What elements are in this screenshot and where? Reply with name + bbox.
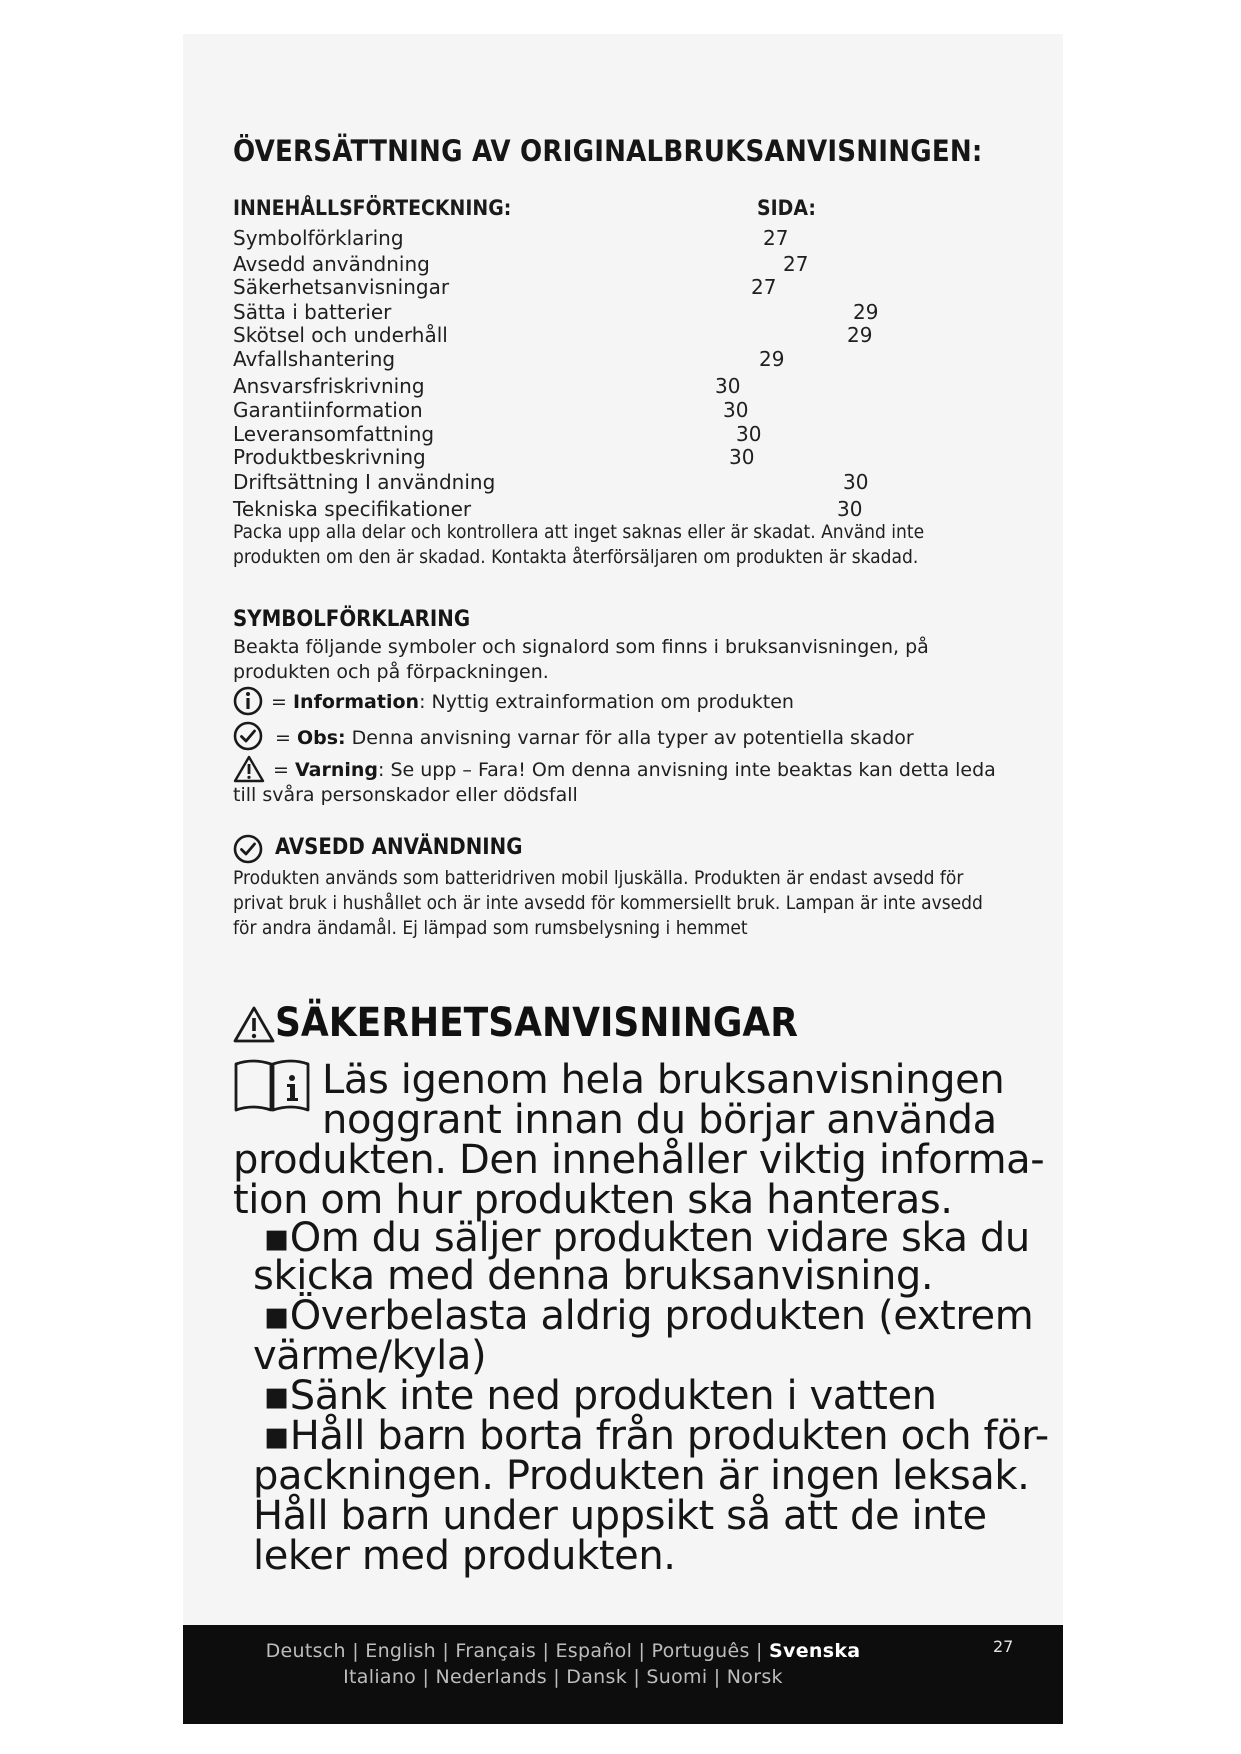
page-number: 27 (993, 1637, 1014, 1656)
language-row-2 (183, 1665, 943, 1689)
toc-item-page: 30 (843, 470, 869, 494)
language-separator: | (436, 1640, 456, 1662)
symbol-warning-row (273, 758, 996, 783)
toc-item-label: Avfallshantering (233, 347, 396, 371)
toc-item-page: 30 (723, 398, 749, 422)
language-english[interactable]: English (365, 1640, 436, 1662)
language-separator: | (707, 1666, 727, 1688)
safety-bullet-children-cont: leker med produkten. (253, 1533, 676, 1579)
safety-heading: SÄKERHETSANVISNINGAR (275, 1000, 798, 1046)
language-portugues[interactable]: Português (651, 1640, 750, 1662)
symbol-warning-continued: till svåra personskador eller dödsfall (233, 784, 578, 806)
toc-item-page: 30 (837, 497, 863, 521)
symbol-description: Denna anvisning varnar för alla typer av potentiella skador (345, 727, 914, 749)
warning-triangle-icon (233, 1006, 275, 1044)
symbol-obs-row (275, 726, 914, 751)
language-espanol[interactable]: Español (555, 1640, 633, 1662)
check-circle-icon (233, 721, 263, 751)
toc-item-label: Produktbeskrivning (233, 445, 426, 469)
safety-bullet-children-cont: packningen. Produkten är ingen leksak. (253, 1453, 1030, 1499)
toc-item-label: Leveransomfattning (233, 422, 435, 446)
info-circle-icon (233, 686, 263, 716)
symbol-term-information: Information (292, 691, 420, 713)
toc-item-label: Driftsättning I användning (233, 470, 496, 494)
symbol-description: : Nyttig extrainformation om produkten (419, 691, 794, 713)
language-norsk[interactable]: Norsk (726, 1666, 783, 1688)
safety-read-line: produkten. Den innehåller viktig informa- (233, 1137, 1045, 1183)
language-separator: | (416, 1666, 436, 1688)
document-title: ÖVERSÄTTNING AV ORIGINALBRUKSANVISNINGEN: (233, 134, 983, 168)
toc-item-page: 30 (729, 445, 755, 469)
symbol-equals: = (273, 759, 295, 781)
language-separator: | (632, 1640, 652, 1662)
toc-item-label: Skötsel och underhåll (233, 323, 448, 347)
symbol-equals: = (275, 727, 297, 749)
toc-item-page: 30 (736, 422, 762, 446)
toc-item-label: Symbolförklaring (233, 226, 404, 250)
language-separator: | (546, 1666, 567, 1688)
toc-item-label: Ansvarsfriskrivning (233, 374, 425, 398)
symbol-info-row (271, 690, 794, 715)
safety-read-line: Läs igenom hela bruksanvisningen (322, 1057, 1005, 1103)
toc-page-header: SIDA: (757, 196, 816, 220)
language-nederlands[interactable]: Nederlands (435, 1666, 547, 1688)
language-francais[interactable]: Français (455, 1640, 537, 1662)
safety-bullet-children-cont: Håll barn under uppsikt så att de inte (253, 1493, 987, 1539)
unpack-paragraph: Packa upp alla delar och kontrollera att inget saknas eller är skadat. Använd inte produkten om den är skadad. Kontakta återförsäljaren om produkten är skadad. (233, 521, 925, 568)
safety-read-line: noggrant innan du börjar använda (322, 1097, 997, 1143)
language-deutsch[interactable]: Deutsch (265, 1640, 346, 1662)
language-italiano[interactable]: Italiano (343, 1666, 417, 1688)
symbol-term-obs: Obs: (296, 727, 346, 749)
toc-item-page: 27 (763, 226, 789, 250)
warning-triangle-icon (233, 755, 265, 783)
safety-bullet-resell: ▪Om du säljer produkten vidare ska du (263, 1215, 1030, 1261)
safety-bullet-water: ▪Sänk inte ned produkten i vatten (263, 1373, 937, 1419)
language-separator: | (345, 1640, 366, 1662)
safety-bullet-overload-cont: värme/kyla) (253, 1333, 487, 1379)
toc-item-page: 29 (847, 323, 873, 347)
read-manual-icon (233, 1056, 311, 1114)
safety-bullet-resell-cont: skicka med denna bruksanvisning. (253, 1253, 934, 1299)
toc-item-page: 29 (853, 300, 879, 324)
intended-use-paragraph: Produkten används som batteridriven mobil ljuskälla. Produkten är endast avsedd för privat bruk i hushållet och är inte avsedd för kommersiellt bruk. Lampan är inte avsedd för andra ändamål. Ej lämpad som rumsbelysning i hemmet (233, 867, 983, 939)
language-suomi[interactable]: Suomi (646, 1666, 708, 1688)
toc-header: INNEHÅLLSFÖRTECKNING: (233, 196, 512, 220)
toc-item-page: 27 (783, 252, 809, 276)
toc-item-page: 27 (751, 275, 777, 299)
safety-read-line: tion om hur produkten ska hanteras. (233, 1177, 953, 1223)
language-row-1 (183, 1639, 943, 1663)
toc-item-label: Avsedd användning (233, 252, 430, 276)
symbol-description: : Se upp – Fara! Om denna anvisning inte beaktas kan detta leda (378, 759, 996, 781)
toc-item-label: Garantiinformation (233, 398, 423, 422)
language-separator: | (536, 1640, 556, 1662)
language-separator: | (749, 1640, 770, 1662)
language-footer (183, 1625, 1063, 1724)
toc-item-label: Sätta i batterier (233, 300, 392, 324)
toc-item-label: Säkerhetsanvisningar (233, 275, 450, 299)
check-circle-icon (233, 834, 263, 864)
language-dansk[interactable]: Dansk (566, 1666, 627, 1688)
symbols-heading: SYMBOLFÖRKLARING (233, 607, 471, 632)
symbol-term-varning: Varning (294, 759, 378, 781)
language-svenska-active[interactable]: Svenska (769, 1640, 861, 1662)
language-separator: | (627, 1666, 647, 1688)
toc-item-page: 29 (759, 347, 785, 371)
safety-bullet-children: ▪Håll barn borta från produkten och för- (263, 1413, 1049, 1459)
toc-item-page: 30 (715, 374, 741, 398)
toc-item-label: Tekniska specifikationer (233, 497, 472, 521)
intended-use-heading: AVSEDD ANVÄNDNING (275, 835, 523, 860)
symbols-intro: Beakta följande symboler och signalord som finns i bruksanvisningen, på produkten och på förpackningen. (233, 636, 929, 683)
symbol-equals: = (271, 691, 293, 713)
safety-bullet-overload: ▪Överbelasta aldrig produkten (extrem (263, 1293, 1034, 1339)
